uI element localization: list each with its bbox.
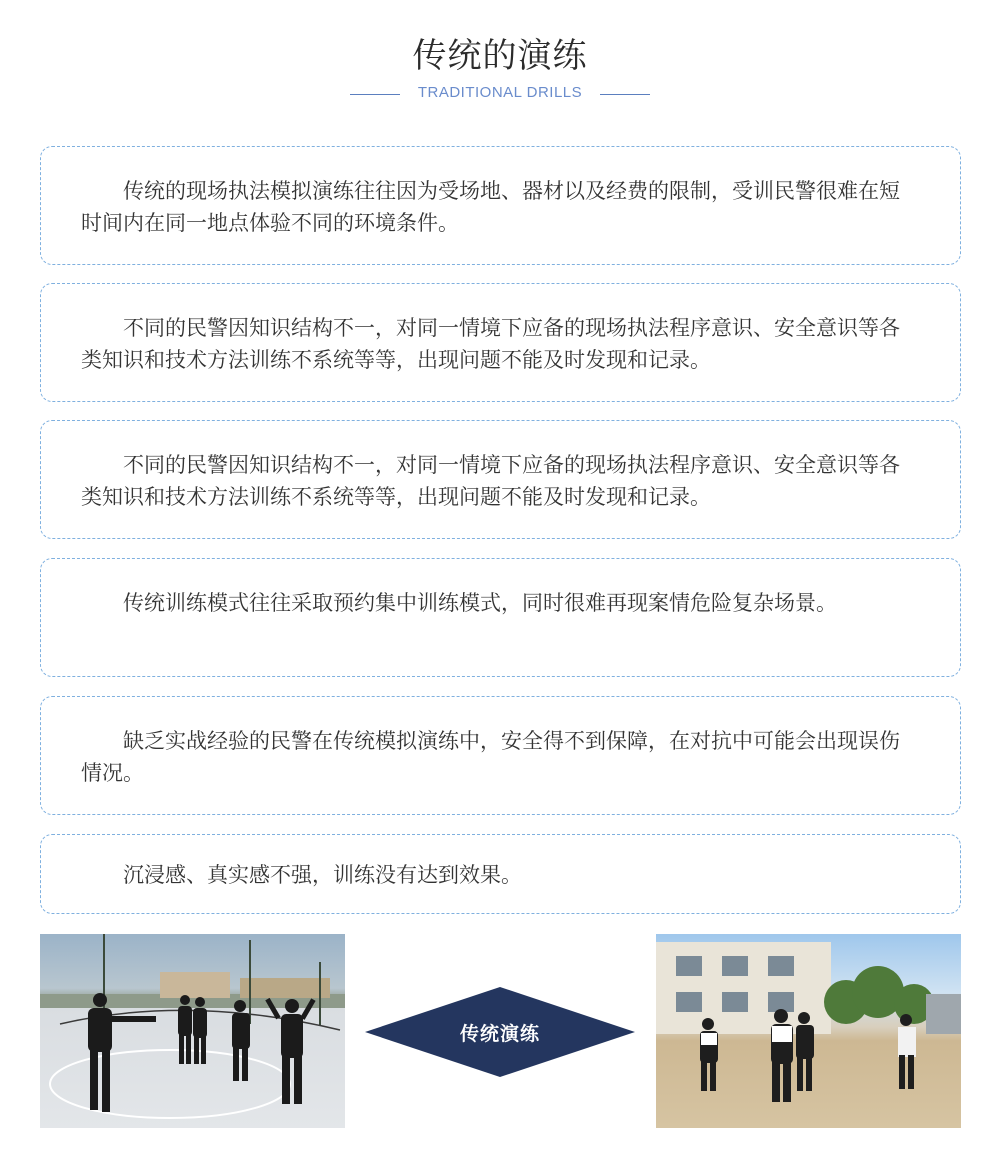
item-text-6: 沉浸感、真实感不强，训练没有达到效果。 (123, 863, 522, 887)
item-box-5 (40, 696, 961, 815)
item-box-1 (40, 146, 961, 265)
subtitle-row (0, 84, 1000, 104)
item-box-4 (40, 558, 961, 677)
subtitle-divider-right (600, 94, 650, 95)
item-box-3 (40, 420, 961, 539)
training-photo-left-illustration (40, 934, 345, 1128)
item-text-2: 不同的民警因知识结构不一，对同一情境下应备的现场执法程序意识、安全意识等各类知识和技术方法训练不系统等等，出现问题不能及时发现和记录。 (81, 316, 900, 372)
page-subtitle: TRADITIONAL DRILLS (417, 84, 583, 101)
training-photo-right (656, 934, 961, 1128)
item-text-3: 不同的民警因知识结构不一，对同一情境下应备的现场执法程序意识、安全意识等各类知识和技术方法训练不系统等等，出现问题不能及时发现和记录。 (81, 453, 900, 509)
item-box-6 (40, 834, 961, 914)
item-text-1: 传统的现场执法模拟演练往往因为受场地、器材以及经费的限制，受训民警很难在短时间内在同一地点体验不同的环境条件。 (81, 179, 900, 235)
training-photo-left (40, 934, 345, 1128)
item-text-5: 缺乏实战经验的民警在传统模拟演练中，安全得不到保障，在对抗中可能会出现误伤情况。 (81, 729, 900, 785)
center-label: 传统演练 (459, 1022, 540, 1045)
item-text-4: 传统训练模式往往采取预约集中训练模式，同时很难再现案情危险复杂场景。 (123, 591, 837, 615)
training-photo-right-illustration (656, 934, 961, 1128)
item-box-2 (40, 283, 961, 402)
page-title: 传统的演练 (412, 36, 588, 76)
